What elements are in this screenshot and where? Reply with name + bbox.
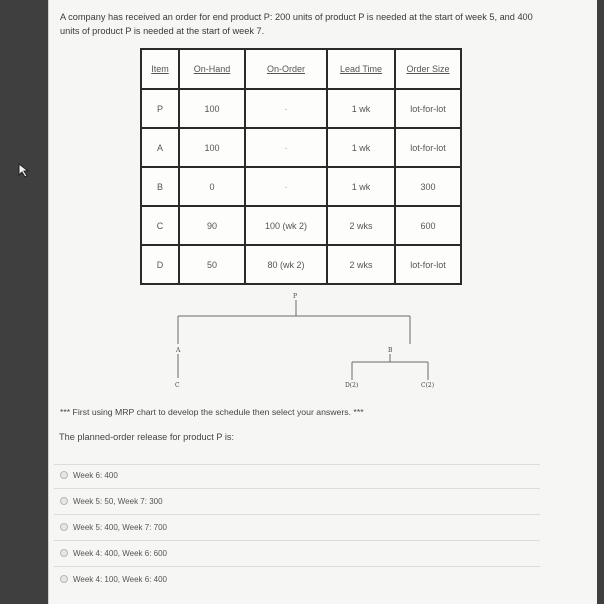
- answer-option[interactable]: [60, 546, 167, 560]
- cell-on-order: 80 (wk 2): [245, 245, 327, 284]
- radio-button[interactable]: [60, 575, 68, 583]
- cell-on-order: -: [245, 89, 327, 128]
- radio-button[interactable]: [60, 523, 68, 531]
- question-prompt: The planned-order release for product P is:: [59, 432, 235, 442]
- cell-order-size: lot-for-lot: [395, 128, 461, 167]
- divider: [54, 488, 540, 489]
- cell-on-hand: 100: [179, 89, 245, 128]
- cell-item: A: [141, 128, 179, 167]
- cell-lead-time: 2 wks: [327, 245, 395, 284]
- cell-order-size: lot-for-lot: [395, 89, 461, 128]
- cell-order-size: lot-for-lot: [395, 245, 461, 284]
- cell-order-size: 300: [395, 167, 461, 206]
- tree-node-c: C: [175, 382, 180, 389]
- divider: [54, 540, 540, 541]
- radio-button[interactable]: [60, 549, 68, 557]
- answer-option[interactable]: [60, 494, 163, 508]
- cell-item: B: [141, 167, 179, 206]
- answer-option-label: Week 4: 100, Week 6: 400: [73, 574, 167, 584]
- answer-option-label: Week 4: 400, Week 6: 600: [73, 548, 167, 558]
- header-item: Item: [141, 49, 179, 89]
- instruction-text: *** First using MRP chart to develop the schedule then select your answers. ***: [60, 407, 364, 417]
- cell-item: P: [141, 89, 179, 128]
- answer-option[interactable]: [60, 520, 167, 534]
- cell-lead-time: 1 wk: [327, 167, 395, 206]
- tree-node-d2: D(2): [345, 382, 359, 389]
- answer-option-label: Week 5: 50, Week 7: 300: [73, 496, 163, 506]
- cell-item: D: [141, 245, 179, 284]
- answer-option-label: Week 6: 400: [73, 470, 118, 480]
- cell-on-hand: 50: [179, 245, 245, 284]
- cell-on-hand: 90: [179, 206, 245, 245]
- cell-item: C: [141, 206, 179, 245]
- answer-option[interactable]: [60, 572, 167, 586]
- cell-on-order: 100 (wk 2): [245, 206, 327, 245]
- question-text: A company has received an order for end product P: 200 units of product P is needed at the start of week 5, and 400 units of product P is needed at the start of week 7.: [60, 12, 533, 36]
- header-lead-time: Lead Time: [327, 49, 395, 89]
- tree-node-root: P: [293, 293, 298, 300]
- cell-lead-time: 2 wks: [327, 206, 395, 245]
- divider: [54, 464, 540, 465]
- radio-button[interactable]: [60, 497, 68, 505]
- cell-lead-time: 1 wk: [327, 89, 395, 128]
- tree-node-b: B: [388, 347, 393, 354]
- cell-on-order: -: [245, 167, 327, 206]
- cell-on-hand: 0: [179, 167, 245, 206]
- cell-order-size: 600: [395, 206, 461, 245]
- tree-node-c2: C(2): [421, 382, 435, 389]
- header-on-hand: On-Hand: [179, 49, 245, 89]
- header-on-order: On-Order: [245, 49, 327, 89]
- answer-option-label: Week 5: 400, Week 7: 700: [73, 522, 167, 532]
- tree-node-a: A: [176, 347, 181, 354]
- header-order-size: Order Size: [395, 49, 461, 89]
- radio-button[interactable]: [60, 471, 68, 479]
- cell-on-hand: 100: [179, 128, 245, 167]
- divider: [54, 566, 540, 567]
- divider: [54, 514, 540, 515]
- cell-lead-time: 1 wk: [327, 128, 395, 167]
- cell-on-order: -: [245, 128, 327, 167]
- answer-option[interactable]: [60, 468, 118, 482]
